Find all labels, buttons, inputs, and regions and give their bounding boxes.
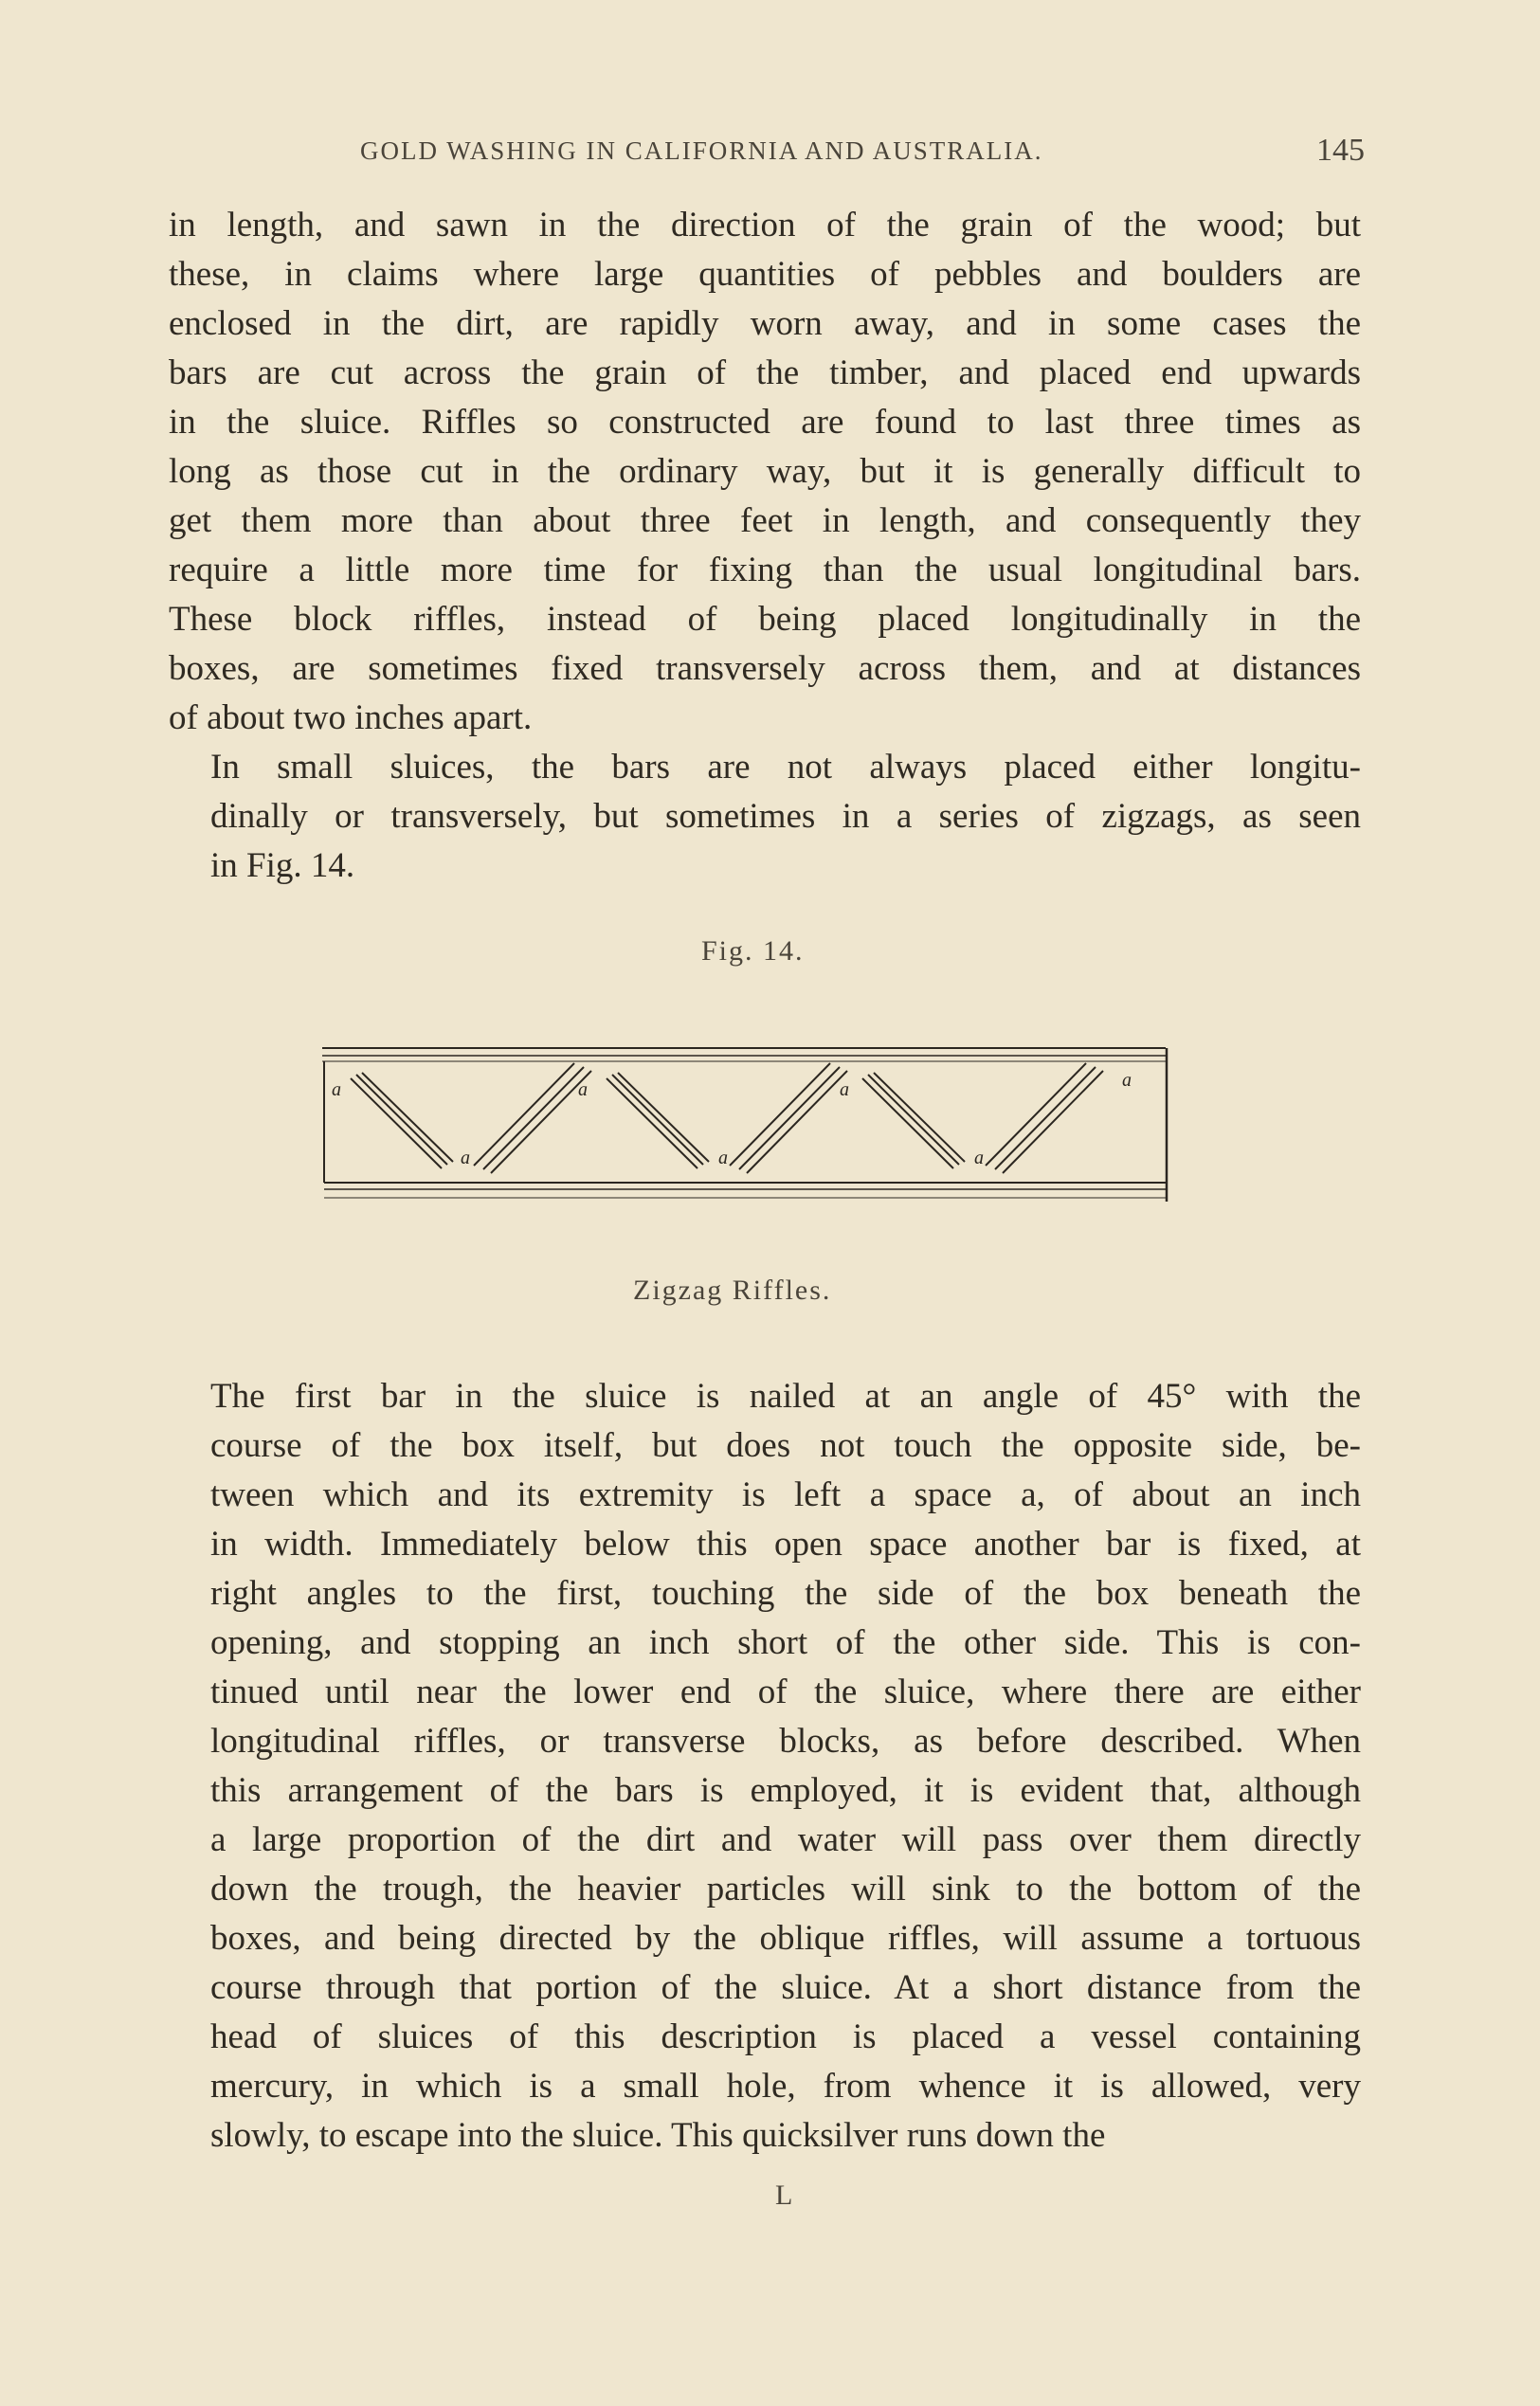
text-line: boxes, and being directed by the oblique riffles, will assume a tortuous xyxy=(210,1919,1361,1958)
riffle-bar-down-3 xyxy=(862,1073,965,1168)
text-line: boxes, are sometimes fixed transversely across them, and at distances xyxy=(169,649,1361,688)
text-line: tinued until near the lower end of the sluice, where there are either xyxy=(210,1673,1361,1711)
text-line: In small sluices, the bars are not always placed either longitu- xyxy=(210,748,1361,787)
text-line: in the sluice. Riffles so constructed are found to last three times as xyxy=(169,403,1361,442)
space-marker: a xyxy=(1122,1070,1132,1091)
body-text-top xyxy=(169,201,1361,891)
text-line: course of the box itself, but does not touch the opposite side, be- xyxy=(210,1426,1361,1465)
paragraph xyxy=(169,1372,1361,2161)
space-marker: a xyxy=(718,1148,728,1168)
text-line: require a little more time for fixing than the usual longitudinal bars. xyxy=(169,551,1361,589)
body-text-bottom xyxy=(169,1372,1361,2161)
running-title: GOLD WASHING IN CALIFORNIA AND AUSTRALIA. xyxy=(360,136,1043,165)
page-number: 145 xyxy=(1316,133,1365,168)
text-line: The first bar in the sluice is nailed at an angle of 45° with the xyxy=(210,1377,1361,1416)
text-line: enclosed in the dirt, are rapidly worn away, and in some cases the xyxy=(169,304,1361,343)
text-line: tween which and its extremity is left a space a, of about an inch xyxy=(210,1475,1361,1514)
text-line: in width. Immediately below this open space another bar is fixed, at xyxy=(210,1525,1361,1564)
text-line: course through that portion of the sluice. At a short distance from the xyxy=(210,1968,1361,2007)
text-line: down the trough, the heavier particles will sink to the bottom of the xyxy=(210,1870,1361,1909)
text-line: opening, and stopping an inch short of the other side. This is con- xyxy=(210,1623,1361,1662)
text-line: long as those cut in the ordinary way, but it is generally difficult to xyxy=(169,452,1361,491)
running-header xyxy=(360,133,1365,171)
figure-label: Fig. 14. xyxy=(701,935,805,967)
riffle-bar-up-2 xyxy=(730,1063,847,1173)
text-line: slowly, to escape into the sluice. This quicksilver runs down the xyxy=(210,2116,1106,2155)
text-line: a large proportion of the dirt and water will pass over them directly xyxy=(210,1820,1361,1859)
text-line: these, in claims where large quantities of pebbles and boulders are xyxy=(169,255,1361,294)
riffle-bar-down-2 xyxy=(607,1073,709,1168)
zigzag-riffles-figure xyxy=(320,1040,1173,1211)
riffle-bar-down-1 xyxy=(351,1073,453,1168)
riffle-bar-up-1 xyxy=(474,1063,591,1173)
text-line: dinally or transversely, but sometimes in a series of zigzags, as seen xyxy=(210,797,1361,836)
signature-mark: L xyxy=(775,2180,793,2211)
text-line: this arrangement of the bars is employed, it is evident that, although xyxy=(210,1771,1361,1810)
text-line: mercury, in which is a small hole, from whence it is allowed, very xyxy=(210,2067,1361,2106)
text-line: longitudinal riffles, or transverse blocks, as before described. When xyxy=(210,1722,1361,1761)
space-marker: a xyxy=(461,1148,470,1168)
text-line: These block riffles, instead of being placed longitudinally in the xyxy=(169,600,1361,639)
text-line: get them more than about three feet in length, and consequently they xyxy=(169,501,1361,540)
text-line: right angles to the first, touching the side of the box beneath the xyxy=(210,1574,1361,1613)
figure-caption: Zigzag Riffles. xyxy=(633,1275,832,1306)
space-marker: a xyxy=(578,1079,588,1100)
text-line: of about two inches apart. xyxy=(169,698,533,737)
text-line: in length, and sawn in the direction of the grain of the wood; but xyxy=(169,206,1361,244)
paragraph xyxy=(169,743,1361,891)
space-marker: a xyxy=(840,1079,849,1100)
space-marker: a xyxy=(974,1148,984,1168)
riffle-bar-up-3 xyxy=(986,1063,1103,1173)
text-line: head of sluices of this description is placed a vessel containing xyxy=(210,2017,1361,2056)
text-line: bars are cut across the grain of the timber, and placed end upwards xyxy=(169,353,1361,392)
paragraph xyxy=(169,201,1361,743)
text-line: in Fig. 14. xyxy=(210,846,355,885)
space-marker: a xyxy=(332,1079,341,1100)
